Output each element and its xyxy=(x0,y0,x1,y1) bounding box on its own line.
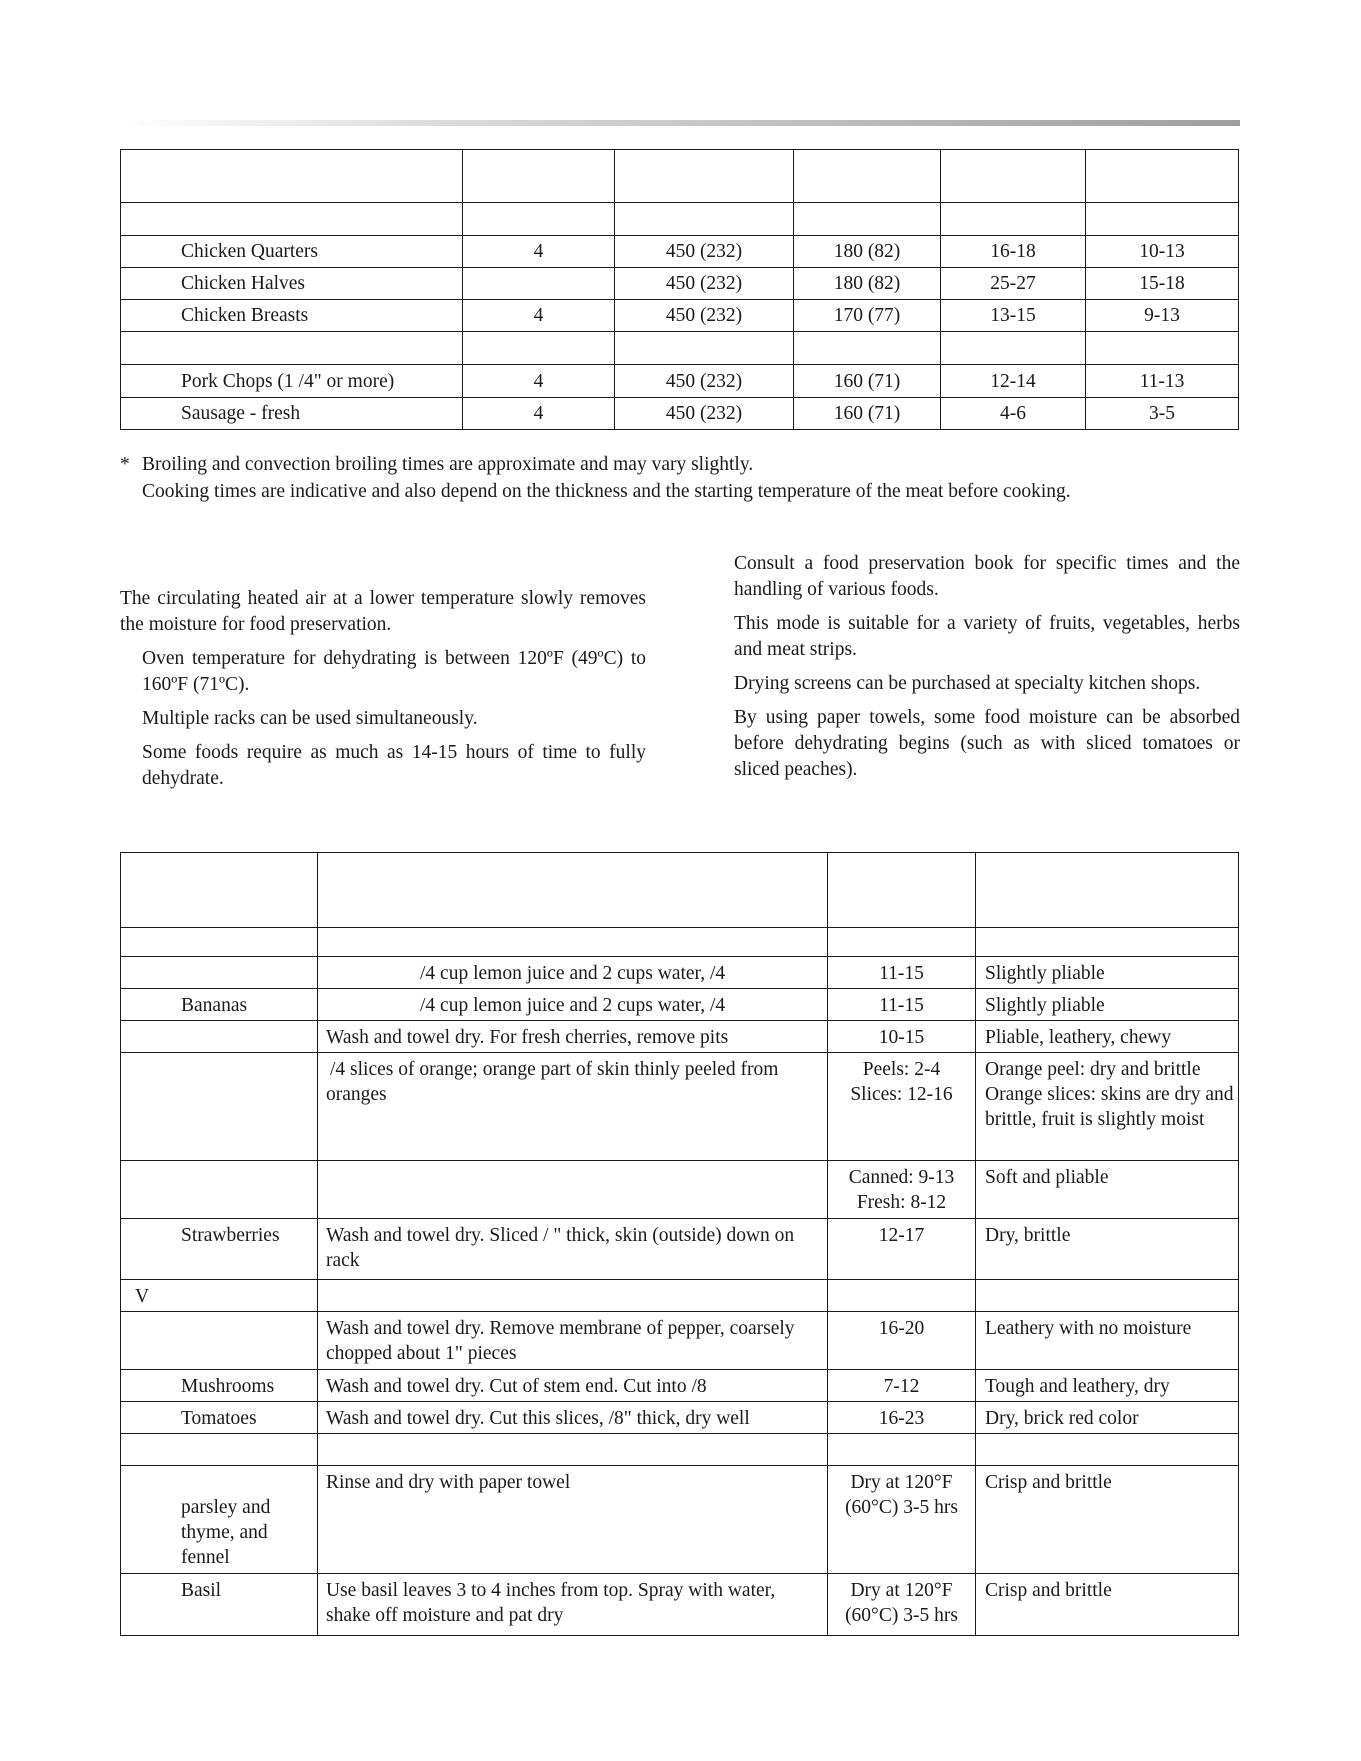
tip-paragraph: Some foods require as much as 14-15 hours of time to fully dehydrate. xyxy=(142,742,646,789)
table-row xyxy=(121,1402,1239,1434)
drying-time: 11-15 xyxy=(828,957,976,989)
doneness-test: Pliable, leathery, chewy xyxy=(976,1021,1239,1053)
note-line-1 xyxy=(120,451,1240,478)
food-name: Chicken Halves xyxy=(121,268,463,300)
note-text: Broiling and convection broiling times are approximate and may vary slightly. xyxy=(142,454,754,475)
food-name: Sausage - fresh xyxy=(121,398,463,430)
broil-time: 12-14 xyxy=(941,365,1086,398)
intro-paragraph: The circulating heated air at a lower temperature slowly removes the moisture for food preservation. xyxy=(120,588,646,635)
internal-temperature: 170 (77) xyxy=(794,300,941,332)
tip-paragraph: Oven temperature for dehydrating is between 120ºF (49ºC) to 160ºF (71ºC). xyxy=(142,648,646,695)
table-section-row xyxy=(121,1434,1239,1466)
temperature: 450 (232) xyxy=(615,398,794,430)
food-name: Bananas xyxy=(121,989,318,1021)
table-row xyxy=(121,365,1239,398)
table-row xyxy=(121,1161,1239,1219)
table-row xyxy=(121,1574,1239,1636)
table-row xyxy=(121,957,1239,989)
preparation: Wash and towel dry. Sliced / " thick, skin (outside) down on rack xyxy=(318,1219,828,1280)
drying-time: 10-15 xyxy=(828,1021,976,1053)
tip-paragraph: By using paper towels, some food moisture can be absorbed before dehydrating begins (such as with sliced tomatoes or sliced peaches). xyxy=(734,707,1240,780)
broil-time: 25-27 xyxy=(941,268,1086,300)
note-line-2: Cooking times are indicative and also depend on the thickness and the starting temperature of the meat before cooking. xyxy=(142,481,1071,502)
dehydrate-intro-left xyxy=(120,586,646,800)
broil-time: 4-6 xyxy=(941,398,1086,430)
dehydrate-intro-right xyxy=(734,551,1240,791)
internal-temperature: 180 (82) xyxy=(794,236,941,268)
dehydrate-table xyxy=(120,852,1239,1636)
drying-time: 12-17 xyxy=(828,1219,976,1280)
doneness-test: Tough and leathery, dry xyxy=(976,1370,1239,1402)
preparation: Rinse and dry with paper towel xyxy=(318,1466,828,1574)
drying-time: 7-12 xyxy=(828,1370,976,1402)
drying-time xyxy=(828,1053,976,1161)
rack-position: 4 xyxy=(463,300,615,332)
food-name: Strawberries xyxy=(121,1219,318,1280)
fresh-time: Fresh: 8-12 xyxy=(856,1192,947,1213)
convection-broil-time: 11-13 xyxy=(1086,365,1239,398)
tip-paragraph: Consult a food preservation book for specific times and the handling of various foods. xyxy=(734,553,1240,600)
drying-time: 16-20 xyxy=(828,1312,976,1370)
doneness-test: Dry, brittle xyxy=(976,1219,1239,1280)
table-row xyxy=(121,1219,1239,1280)
tip-paragraph: Drying screens can be purchased at specialty kitchen shops. xyxy=(734,673,1201,694)
food-name xyxy=(121,1161,318,1219)
rack-position: 4 xyxy=(463,236,615,268)
rack-position: 4 xyxy=(463,398,615,430)
food-name xyxy=(121,1053,318,1161)
tip-paragraph: This mode is suitable for a variety of fruits, vegetables, herbs and meat strips. xyxy=(734,613,1240,660)
drying-time: Dry at 120°F (60°C) 3-5 hrs xyxy=(828,1466,976,1574)
preparation: /4 cup lemon juice and 2 cups water, /4 xyxy=(318,957,828,989)
table-section-row xyxy=(121,1280,1239,1312)
temperature: 450 (232) xyxy=(615,365,794,398)
food-name: Chicken Breasts xyxy=(121,300,463,332)
peel-time: Peels: 2-4 xyxy=(862,1059,941,1080)
table-row xyxy=(121,989,1239,1021)
food-name xyxy=(121,1021,318,1053)
drying-time xyxy=(828,1161,976,1219)
convection-broil-time: 15-18 xyxy=(1086,268,1239,300)
category-label: V xyxy=(121,1280,318,1312)
internal-temperature: 160 (71) xyxy=(794,398,941,430)
table-row xyxy=(121,1312,1239,1370)
table-section-row xyxy=(121,928,1239,957)
table-row xyxy=(121,1370,1239,1402)
doneness-test: Slightly pliable xyxy=(976,989,1239,1021)
food-name xyxy=(121,1312,318,1370)
internal-temperature: 160 (71) xyxy=(794,365,941,398)
header-rule xyxy=(120,120,1240,126)
broil-time: 16-18 xyxy=(941,236,1086,268)
table-row xyxy=(121,236,1239,268)
broil-time: 13-15 xyxy=(941,300,1086,332)
table-section-row xyxy=(121,332,1239,365)
temperature: 450 (232) xyxy=(615,300,794,332)
temperature: 450 (232) xyxy=(615,236,794,268)
preparation xyxy=(318,1161,828,1219)
rack-position xyxy=(463,268,615,300)
preparation: Wash and towel dry. Cut this slices, /8" thick, dry well xyxy=(318,1402,828,1434)
tip-paragraph: Multiple racks can be used simultaneously. xyxy=(142,708,478,729)
convection-broil-time: 10-13 xyxy=(1086,236,1239,268)
food-name: Mushrooms xyxy=(121,1370,318,1402)
table-header-row xyxy=(121,853,1239,928)
table-row xyxy=(121,1466,1239,1574)
drying-time: Dry at 120°F (60°C) 3-5 hrs xyxy=(828,1574,976,1636)
table-row xyxy=(121,398,1239,430)
slice-time: Slices: 12-16 xyxy=(850,1084,953,1105)
convection-broil-time: 9-13 xyxy=(1086,300,1239,332)
food-name: parsley and thyme, and fennel xyxy=(121,1466,318,1574)
doneness-test: Crisp and brittle xyxy=(976,1466,1239,1574)
table-row xyxy=(121,300,1239,332)
preparation: Wash and towel dry. Remove membrane of pepper, coarsely chopped about 1" pieces xyxy=(318,1312,828,1370)
preparation: Wash and towel dry. For fresh cherries, remove pits xyxy=(318,1021,828,1053)
internal-temperature: 180 (82) xyxy=(794,268,941,300)
food-name: Basil xyxy=(121,1574,318,1636)
drying-time: 11-15 xyxy=(828,989,976,1021)
table-section-row xyxy=(121,203,1239,236)
table-header-row xyxy=(121,150,1239,203)
broil-times-table xyxy=(120,149,1239,430)
table-row xyxy=(121,268,1239,300)
broil-notes xyxy=(120,451,1240,505)
table-row xyxy=(121,1053,1239,1161)
table-row xyxy=(121,1021,1239,1053)
doneness-test: Orange peel: dry and brittle Orange slices: skins are dry and brittle, fruit is slightly moist xyxy=(976,1053,1239,1161)
rack-position: 4 xyxy=(463,365,615,398)
doneness-test: Slightly pliable xyxy=(976,957,1239,989)
asterisk: * xyxy=(120,454,130,475)
food-name: Tomatoes xyxy=(121,1402,318,1434)
doneness-test: Crisp and brittle xyxy=(976,1574,1239,1636)
food-name: Chicken Quarters xyxy=(121,236,463,268)
temperature: 450 (232) xyxy=(615,268,794,300)
preparation: /4 cup lemon juice and 2 cups water, /4 xyxy=(318,989,828,1021)
doneness-test: Leathery with no moisture xyxy=(976,1312,1239,1370)
food-name xyxy=(121,957,318,989)
doneness-test: Soft and pliable xyxy=(976,1161,1239,1219)
convection-broil-time: 3-5 xyxy=(1086,398,1239,430)
canned-time: Canned: 9-13 xyxy=(848,1167,955,1188)
food-name: Pork Chops (1 /4" or more) xyxy=(121,365,463,398)
preparation: /4 slices of orange; orange part of skin thinly peeled from oranges xyxy=(318,1053,828,1161)
preparation: Wash and towel dry. Cut of stem end. Cut into /8 xyxy=(318,1370,828,1402)
drying-time: 16-23 xyxy=(828,1402,976,1434)
doneness-test: Dry, brick red color xyxy=(976,1402,1239,1434)
preparation: Use basil leaves 3 to 4 inches from top. Spray with water, shake off moisture and pat dry xyxy=(318,1574,828,1636)
